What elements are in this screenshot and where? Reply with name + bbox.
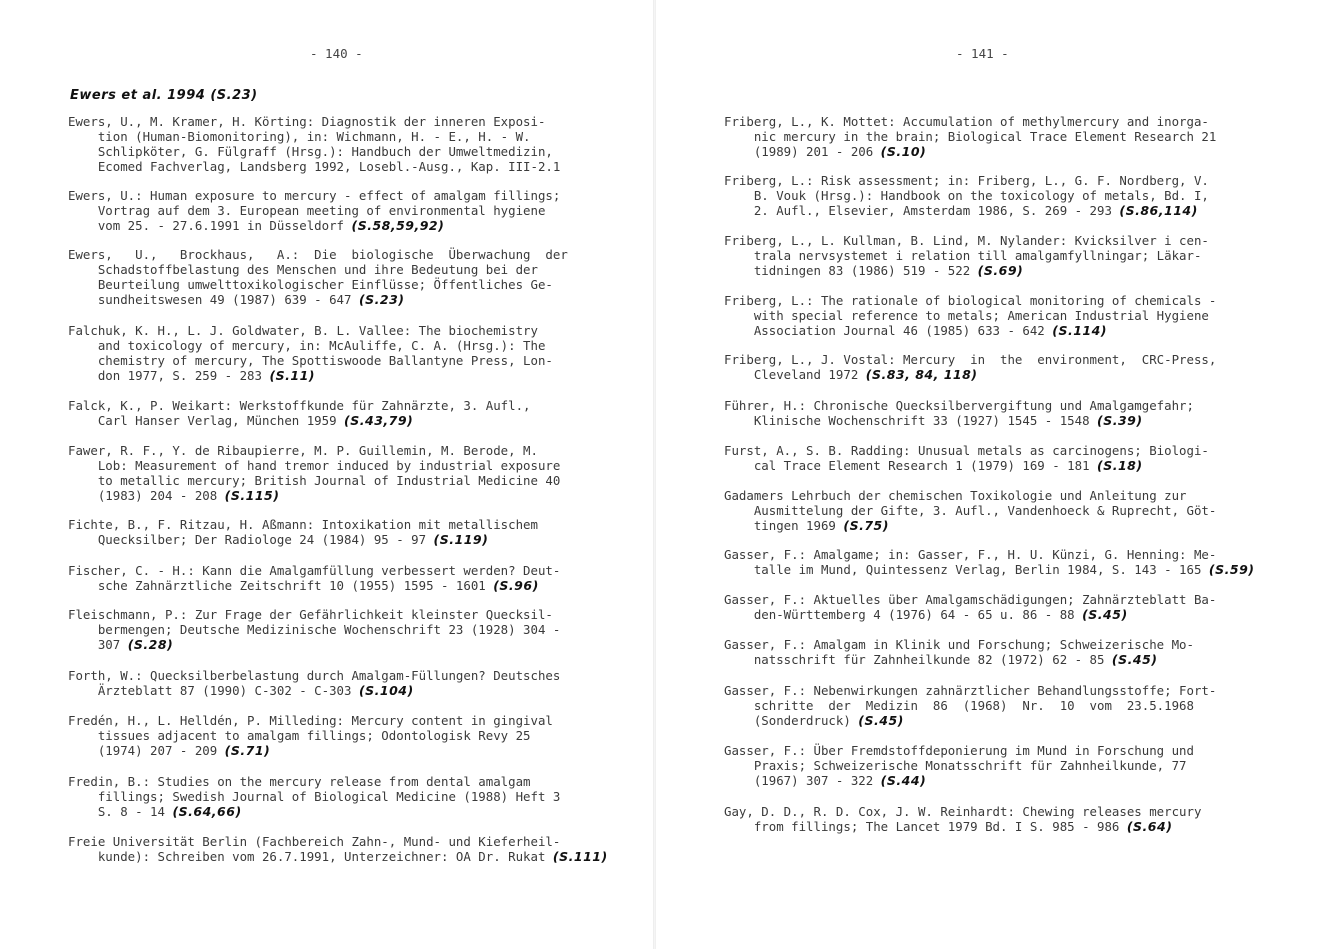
- left-page: [0, 0, 653, 949]
- bibliography-entry: [724, 547, 1254, 577]
- bibliography-entry: [68, 114, 560, 174]
- entry-line: (1983) 204 - 208: [68, 488, 218, 503]
- entry-line: Fichte, B., F. Ritzau, H. Aßmann: Intoxikation mit metallischem: [68, 517, 538, 532]
- bibliography-entry: [724, 233, 1209, 278]
- entry-line: Gasser, F.: Amalgam in Klinik und Forschung; Schweizerische Mo-: [724, 637, 1194, 652]
- entry-line: Falck, K., P. Weikart: Werkstoffkunde für Zahnärzte, 3. Aufl.,: [68, 398, 531, 413]
- bibliography-entry: [724, 637, 1194, 667]
- entry-line: Gasser, F.: Amalgame; in: Gasser, F., H. U. Künzi, G. Henning: Me-: [724, 547, 1217, 562]
- handwritten-page-ref: (S.115): [224, 488, 280, 503]
- handwritten-page-ref: (S.75): [843, 518, 889, 533]
- handwritten-page-ref: (S.59): [1208, 562, 1255, 577]
- entry-line: Gasser, F.: Nebenwirkungen zahnärztlicher Behandlungsstoffe; Fort-: [724, 683, 1217, 698]
- entry-line: to metallic mercury; British Journal of Industrial Medicine 40: [68, 473, 561, 488]
- entry-line: tion (Human-Biomonitoring), in: Wichmann, H. - E., H. - W.: [68, 129, 531, 144]
- entry-line: (1967) 307 - 322: [724, 773, 874, 788]
- entry-line: tingen 1969: [724, 518, 836, 533]
- handwritten-page-ref: (S.18): [1097, 458, 1143, 473]
- entry-line: Friberg, L., K. Mottet: Accumulation of methylmercury and inorga-: [724, 114, 1209, 129]
- handwritten-page-ref: (S.86,114): [1119, 203, 1198, 218]
- bibliography-entry: [68, 443, 560, 503]
- entry-line: Cleveland 1972: [724, 367, 859, 382]
- entry-line: tissues adjacent to amalgam fillings; Odontologisk Revy 25: [68, 728, 531, 743]
- handwritten-page-ref: (S.10): [880, 144, 927, 159]
- entry-line: Furst, A., S. B. Radding: Unusual metals as carcinogens; Biologi-: [724, 443, 1209, 458]
- handwritten-page-ref: (S.43,79): [344, 413, 414, 428]
- entry-line: Falchuk, K. H., L. J. Goldwater, B. L. Vallee: The biochemistry: [68, 323, 538, 338]
- entry-line: Ausmittelung der Gifte, 3. Aufl., Vandenhoeck & Ruprecht, Göt-: [724, 503, 1217, 518]
- handwritten-page-ref: (S.64): [1126, 819, 1173, 834]
- handwritten-page-ref: (S.45): [858, 713, 904, 728]
- bibliography-entry: [724, 398, 1194, 428]
- entry-line: Gasser, F.: Über Fremdstoffdeponierung im Mund in Forschung und: [724, 743, 1194, 758]
- entry-line: Gadamers Lehrbuch der chemischen Toxikologie und Anleitung zur: [724, 488, 1187, 503]
- bibliography-entry: [68, 247, 568, 307]
- handwritten-page-ref: (S.119): [433, 532, 489, 547]
- entry-line: (1974) 207 - 209: [68, 743, 218, 758]
- entry-line: Fredin, B.: Studies on the mercury release from dental amalgam: [68, 774, 531, 789]
- entry-line: with special reference to metals; American Industrial Hygiene: [724, 308, 1209, 323]
- page-number: - 140 -: [310, 46, 363, 61]
- entry-line: Fredén, H., L. Helldén, P. Milleding: Mercury content in gingival: [68, 713, 553, 728]
- entry-line: Lob: Measurement of hand tremor induced by industrial exposure: [68, 458, 561, 473]
- entry-line: bermengen; Deutsche Medizinische Wochenschrift 23 (1928) 304 -: [68, 622, 561, 637]
- handwritten-page-ref: (S.58,59,92): [351, 218, 445, 233]
- entry-line: (1989) 201 - 206: [724, 144, 874, 159]
- bibliography-entry: [68, 668, 560, 698]
- bibliography-entry: [724, 443, 1209, 473]
- handwritten-page-ref: (S.71): [224, 743, 271, 758]
- entry-line: Forth, W.: Quecksilberbelastung durch Amalgam-Füllungen? Deutsches: [68, 668, 561, 683]
- entry-line: sundheitswesen 49 (1987) 639 - 647: [68, 292, 352, 307]
- bibliography-entry: [724, 804, 1201, 834]
- bibliography-entry: [68, 188, 560, 233]
- entry-line: Führer, H.: Chronische Quecksilbervergiftung und Amalgamgefahr;: [724, 398, 1194, 413]
- entry-line: Ewers, U., Brockhaus, A.: Die biologische Überwachung der: [68, 247, 568, 262]
- bibliography-entry: [68, 563, 560, 593]
- entry-line: Friberg, L., J. Vostal: Mercury in the environment, CRC-Press,: [724, 352, 1217, 367]
- entry-line: Friberg, L., L. Kullman, B. Lind, M. Nylander: Kvicksilver i cen-: [724, 233, 1209, 248]
- bibliography-entry: [724, 293, 1216, 338]
- handwritten-page-ref: (S.45): [1082, 607, 1128, 622]
- entry-line: S. 8 - 14: [68, 804, 165, 819]
- entry-line: Beurteilung umwelttoxikologischer Einflüsse; Öffentliches Ge-: [68, 277, 553, 292]
- entry-line: Ewers, U., M. Kramer, H. Körting: Diagnostik der inneren Exposi-: [68, 114, 546, 129]
- entry-line: Klinische Wochenschrift 33 (1927) 1545 - 1548: [724, 413, 1090, 428]
- entry-line: and toxicology of mercury, in: McAuliffe, C. A. (Hrsg.): The: [68, 338, 546, 353]
- handwritten-page-ref: (S.96): [493, 578, 539, 593]
- entry-line: kunde): Schreiben vom 26.7.1991, Unterzeichner: OA Dr. Rukat: [68, 849, 546, 864]
- entry-line: nic mercury in the brain; Biological Trace Element Research 21: [724, 129, 1217, 144]
- entry-line: Gasser, F.: Aktuelles über Amalgamschädigungen; Zahnärzteblatt Ba-: [724, 592, 1217, 607]
- entry-line: Fawer, R. F., Y. de Ribaupierre, M. P. Guillemin, M. Berode, M.: [68, 443, 538, 458]
- bibliography-entry: [68, 774, 560, 819]
- bibliography-entry: [68, 607, 560, 652]
- entry-line: Friberg, L.: Risk assessment; in: Friberg, L., G. F. Nordberg, V.: [724, 173, 1209, 188]
- right-page: [656, 0, 1342, 949]
- entry-line: Vortrag auf dem 3. European meeting of environmental hygiene: [68, 203, 546, 218]
- entry-line: Ecomed Fachverlag, Landsberg 1992, Losebl.-Ausg., Kap. III-2.1: [68, 159, 561, 174]
- handwritten-page-ref: (S.69): [977, 263, 1024, 278]
- entry-line: cal Trace Element Research 1 (1979) 169 - 181: [724, 458, 1090, 473]
- handwritten-page-ref: (S.114): [1052, 323, 1108, 338]
- bibliography-entry: [724, 114, 1216, 159]
- entry-line: talle im Mund, Quintessenz Verlag, Berlin 1984, S. 143 - 165: [724, 562, 1202, 577]
- handwritten-page-ref: (S.45): [1111, 652, 1158, 667]
- entry-line: Freie Universität Berlin (Fachbereich Zahn-, Mund- und Kieferheil-: [68, 834, 561, 849]
- entry-line: Schadstoffbelastung des Menschen und ihre Bedeutung bei der: [68, 262, 538, 277]
- bibliography-entry: [68, 323, 553, 383]
- entry-line: sche Zahnärztliche Zeitschrift 10 (1955) 1595 - 1601: [68, 578, 486, 593]
- handwritten-page-ref: (S.64,66): [172, 804, 242, 819]
- entry-line: 307: [68, 637, 121, 652]
- entry-line: Gay, D. D., R. D. Cox, J. W. Reinhardt: Chewing releases mercury: [724, 804, 1202, 819]
- handwritten-page-ref: (S.11): [269, 368, 316, 383]
- entry-line: trala nervsystemet i relation till amalgamfyllningar; Läkar-: [724, 248, 1202, 263]
- entry-line: fillings; Swedish Journal of Biological Medicine (1988) Heft 3: [68, 789, 561, 804]
- handwritten-page-ref: (S.104): [358, 683, 414, 698]
- handwritten-page-ref: (S.111): [552, 849, 608, 864]
- entry-line: schritte der Medizin 86 (1968) Nr. 10 vom 23.5.1968: [724, 698, 1194, 713]
- handwritten-page-ref: (S.44): [880, 773, 927, 788]
- page-number: - 141 -: [956, 46, 1009, 61]
- bibliography-entry: [724, 352, 1216, 382]
- entry-line: Fischer, C. - H.: Kann die Amalgamfüllung verbessert werden? Deut-: [68, 563, 561, 578]
- entry-line: Fleischmann, P.: Zur Frage der Gefährlichkeit kleinster Quecksil-: [68, 607, 553, 622]
- entry-line: chemistry of mercury, The Spottiswoode Ballantyne Press, Lon-: [68, 353, 553, 368]
- entry-line: Ärzteblatt 87 (1990) C-302 - C-303: [68, 683, 352, 698]
- entry-line: don 1977, S. 259 - 283: [68, 368, 262, 383]
- bibliography-entry: [724, 173, 1209, 218]
- entry-line: Carl Hanser Verlag, München 1959: [68, 413, 337, 428]
- bibliography-entry: [68, 398, 531, 428]
- handwritten-note: Ewers et al. 1994 (S.23): [70, 88, 258, 103]
- handwritten-page-ref: (S.28): [127, 637, 174, 652]
- bibliography-entry: [68, 713, 553, 758]
- bibliography-entry: [724, 592, 1216, 622]
- entry-line: Praxis; Schweizerische Monatsschrift für Zahnheilkunde, 77: [724, 758, 1187, 773]
- entry-line: (Sonderdruck): [724, 713, 851, 728]
- entry-line: den-Württemberg 4 (1976) 64 - 65 u. 86 - 88: [724, 607, 1075, 622]
- entry-line: Schlipköter, G. Fülgraff (Hrsg.): Handbuch der Umweltmedizin,: [68, 144, 553, 159]
- bibliography-entry: [724, 743, 1194, 788]
- bibliography-entry: [68, 517, 538, 547]
- entry-line: Ewers, U.: Human exposure to mercury - effect of amalgam fillings;: [68, 188, 561, 203]
- entry-line: Association Journal 46 (1985) 633 - 642: [724, 323, 1045, 338]
- entry-line: Friberg, L.: The rationale of biological monitoring of chemicals -: [724, 293, 1217, 308]
- handwritten-page-ref: (S.23): [358, 292, 405, 307]
- handwritten-page-ref: (S.39): [1097, 413, 1143, 428]
- entry-line: B. Vouk (Hrsg.): Handbook on the toxicology of metals, Bd. I,: [724, 188, 1209, 203]
- entry-line: natsschrift für Zahnheilkunde 82 (1972) 62 - 85: [724, 652, 1105, 667]
- entry-line: vom 25. - 27.6.1991 in Düsseldorf: [68, 218, 345, 233]
- entry-line: 2. Aufl., Elsevier, Amsterdam 1986, S. 269 - 293: [724, 203, 1112, 218]
- bibliography-entry: [68, 834, 608, 864]
- entry-line: tidningen 83 (1986) 519 - 522: [724, 263, 971, 278]
- entry-line: from fillings; The Lancet 1979 Bd. I S. 985 - 986: [724, 819, 1120, 834]
- bibliography-entry: [724, 683, 1216, 728]
- entry-line: Quecksilber; Der Radiologe 24 (1984) 95 - 97: [68, 532, 427, 547]
- bibliography-entry: [724, 488, 1216, 533]
- handwritten-page-ref: (S.83, 84, 118): [865, 367, 978, 382]
